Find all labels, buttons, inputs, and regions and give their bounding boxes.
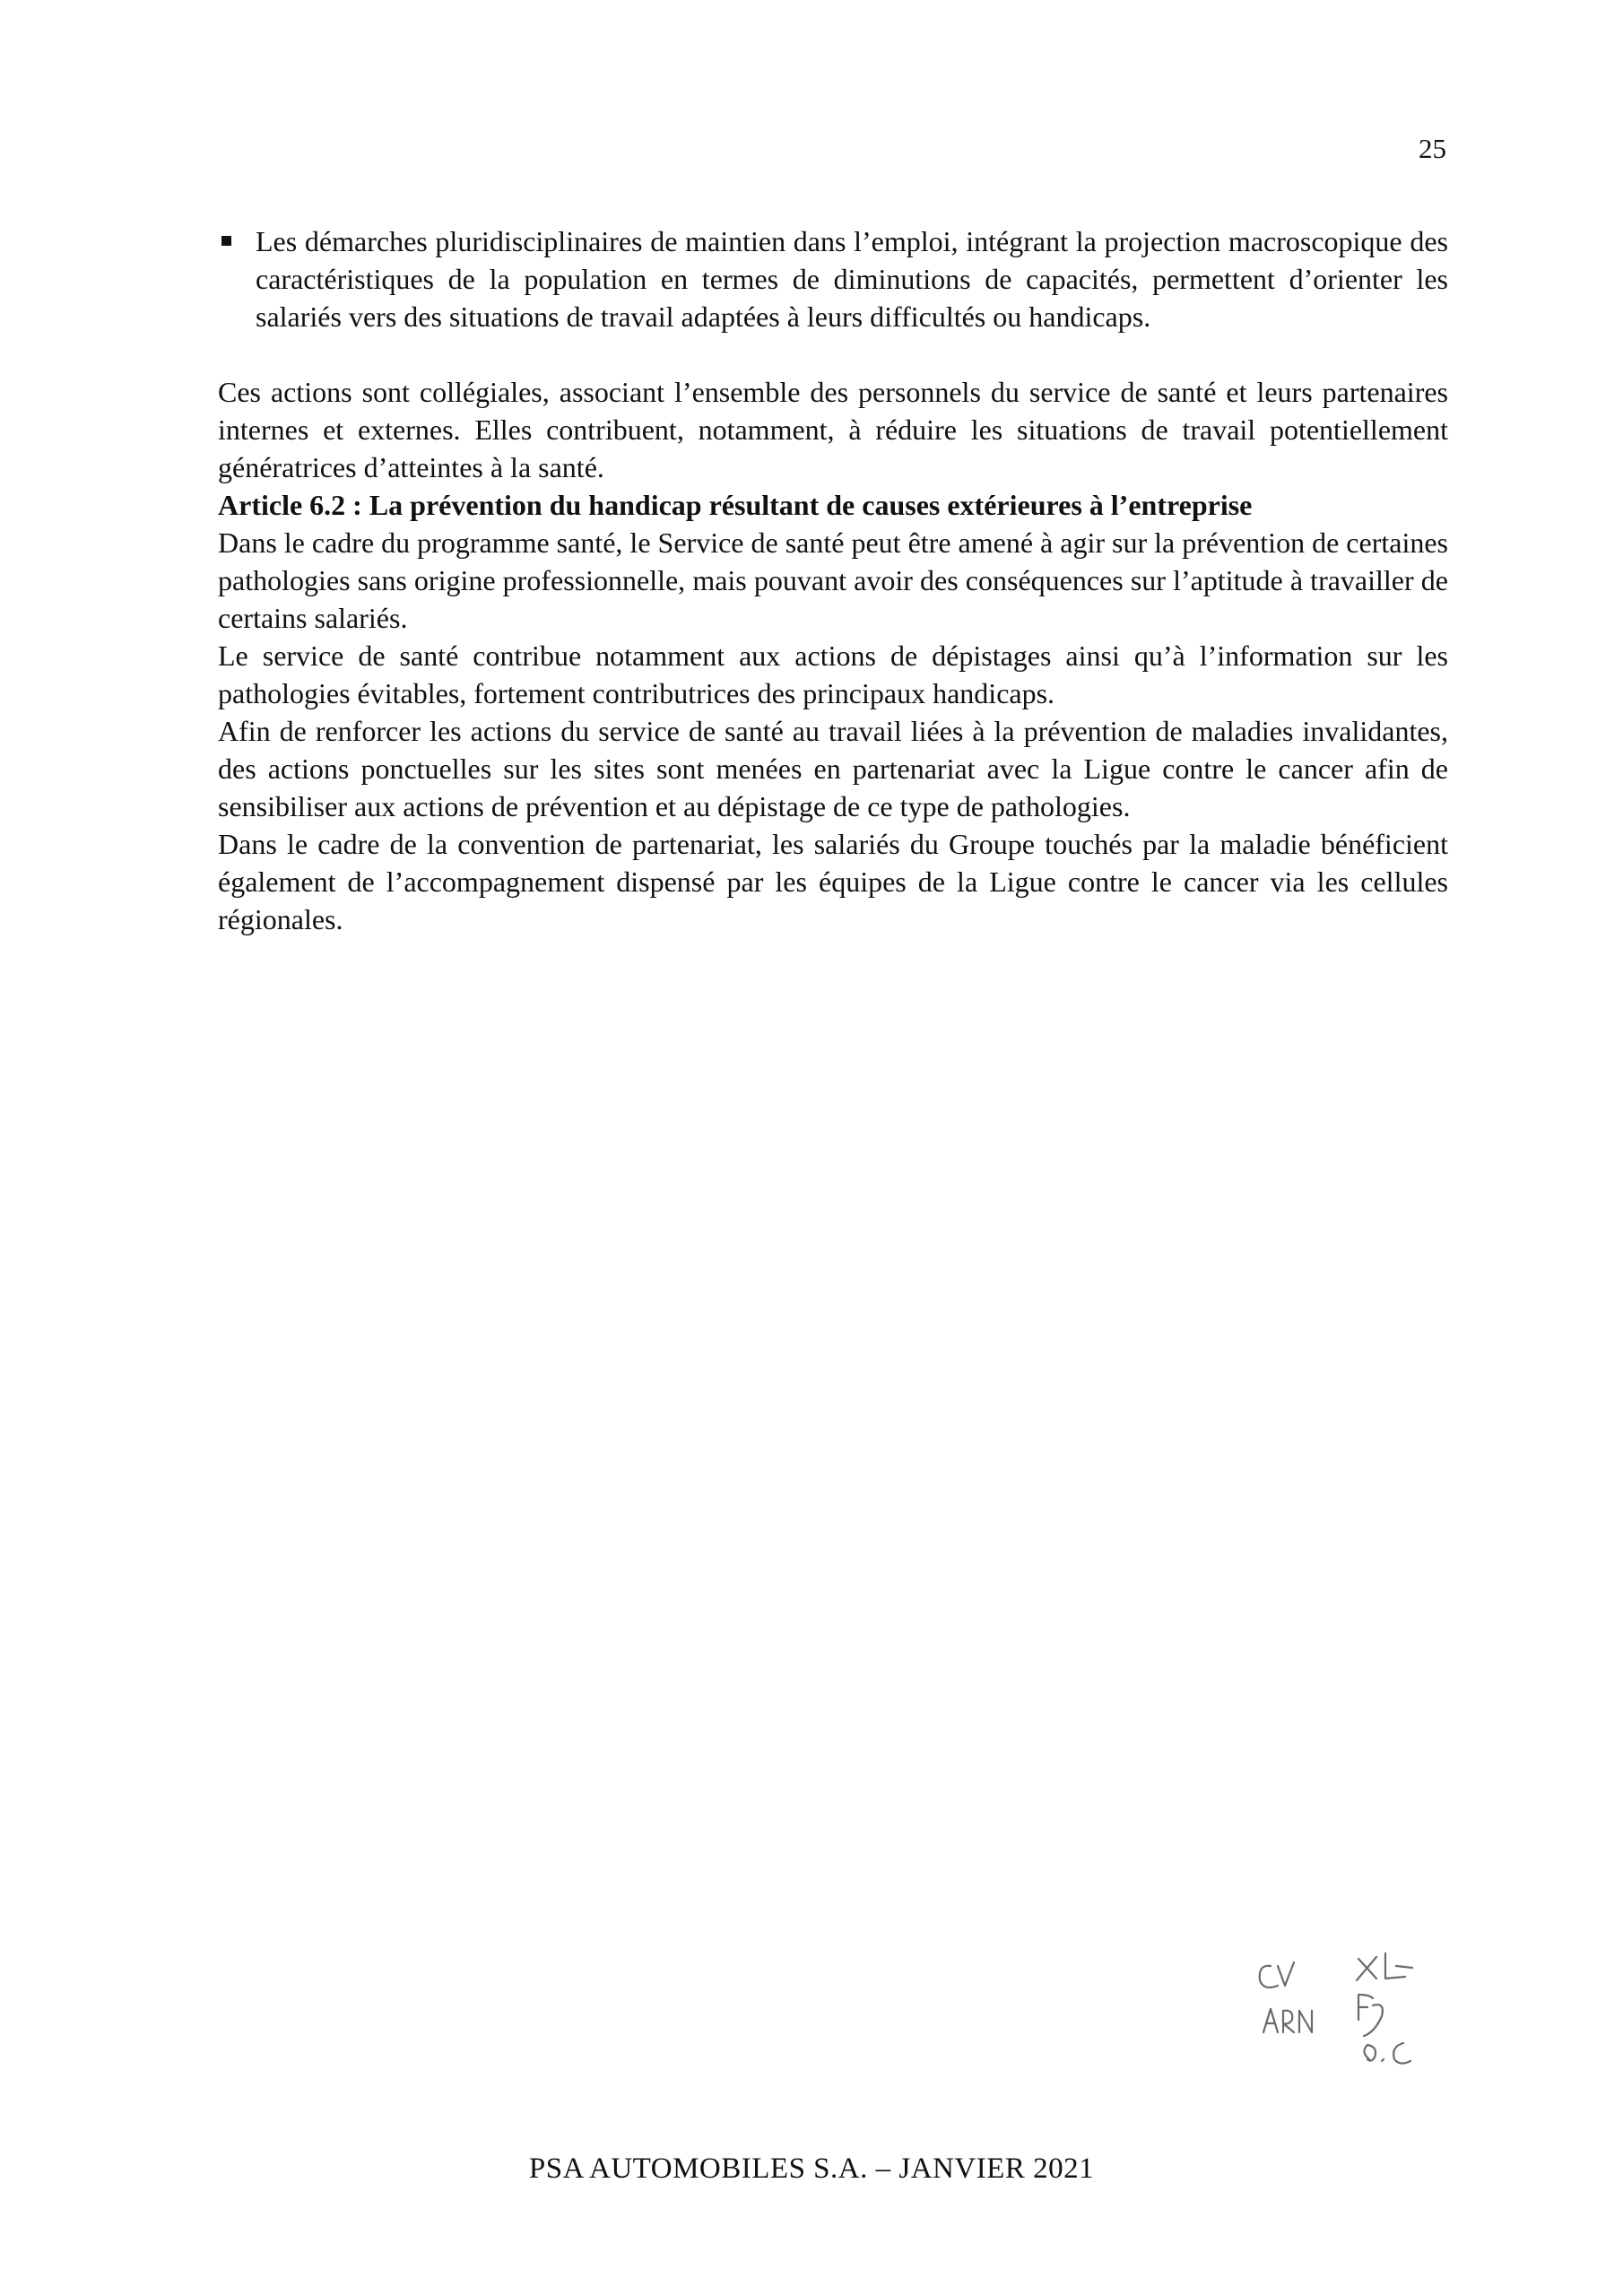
document-body bbox=[218, 222, 1448, 938]
paragraph-2b: Le service de santé contribue notamment aux actions de dépistages ainsi qu’à l’information sur les pathologies évitables, fortement contributrices des principaux handicaps. bbox=[218, 639, 1448, 709]
page-footer: PSA AUTOMOBILES S.A. – JANVIER 2021 bbox=[528, 2152, 1095, 2185]
article-heading: Article 6.2 : La prévention du handicap résultant de causes extérieures à l’entreprise bbox=[218, 489, 1253, 521]
paragraph-2a: Dans le cadre du programme santé, le Service de santé peut être amené à agir sur la prévention de certaines pathologies sans origine professionnelle, mais pouvant avoir des conséquences sur l’aptitude à travailler de certains salariés. bbox=[218, 526, 1448, 634]
square-bullet-icon bbox=[221, 236, 231, 246]
bullet-item bbox=[218, 222, 1448, 335]
paragraph-4: Dans le cadre de la convention de partenariat, les salariés du Groupe touchés par la maladie bénéficient également de l’accompagnement dispensé par les équipes de la Ligue contre le cancer via les cellules régionales. bbox=[218, 828, 1448, 935]
paragraph-1: Ces actions sont collégiales, associant l’ensemble des personnels du service de santé et leurs partenaires internes et externes. Elles contribuent, notamment, à réduire les situations de travail potentiellement génératrices d’atteintes à la santé. bbox=[218, 376, 1448, 483]
bullet-text: Les démarches pluridisciplinaires de maintien dans l’emploi, intégrant la projection macroscopique des caractéristiques de la population en termes de diminutions de capacités, permettent d’orienter les salariés vers des situations de travail adaptées à leurs difficultés ou handicaps. bbox=[256, 225, 1448, 333]
handwritten-initials bbox=[1251, 1946, 1457, 2081]
page-number: 25 bbox=[1419, 133, 1446, 164]
paragraph-3: Afin de renforcer les actions du service de santé au travail liées à la prévention de maladies invalidantes, des actions ponctuelles sur les sites sont menées en partenariat avec la Ligue contre le cancer afin de sensibiliser aux actions de prévention et au dépistage de ce type de pathologies. bbox=[218, 715, 1448, 822]
